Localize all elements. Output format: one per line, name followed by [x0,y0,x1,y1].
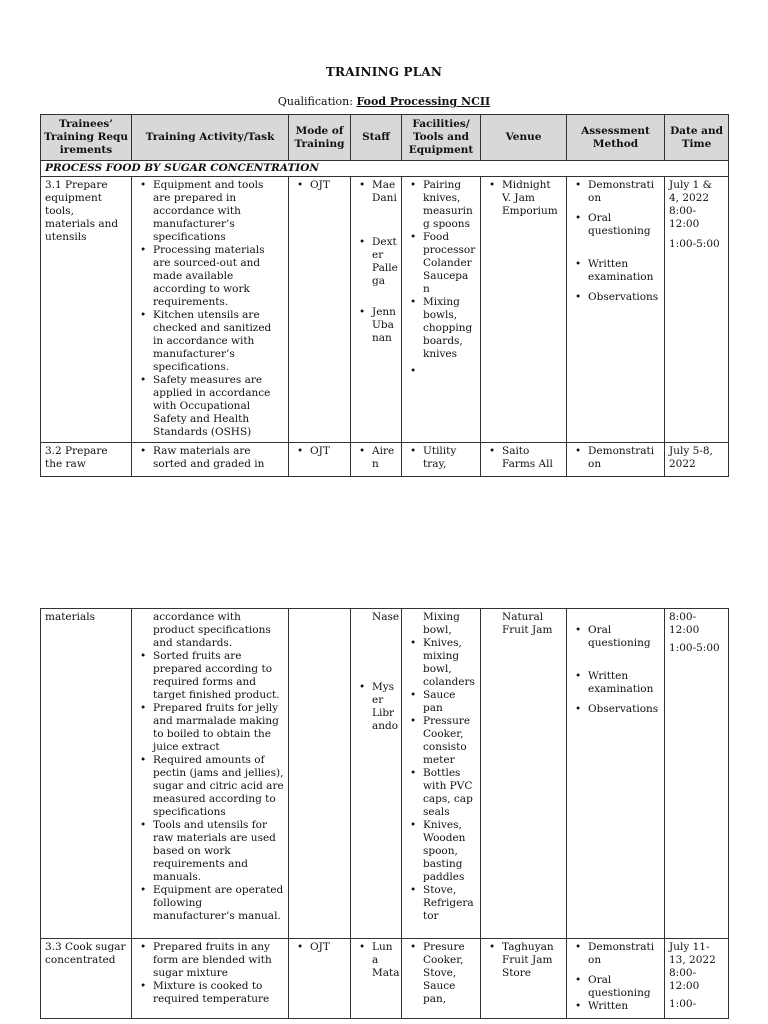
list-item: • Equipment and tools are prepared in accordance with manufacturer’s specifications [136,179,284,244]
assessment-cell [567,939,665,1019]
section-row [41,161,729,177]
list-item: • Processing materials are sourced-out and made available according to work requirements. [136,244,284,309]
list-item: • Sauce pan [406,689,476,715]
task-cell [132,609,289,939]
time-text: 8:00-12:00 [669,611,700,636]
list-item: • Taghuyan Fruit Jam Store [485,941,562,980]
date-cell [665,177,729,443]
staff-cell [351,177,402,443]
list-item: • Demonstrati on [571,941,660,967]
staff-cell [351,939,402,1019]
list-item: • Observations [571,291,660,304]
header-cell: Facilities/ Tools and Equipment [402,115,481,161]
qualification-value: Food Processing NCII [356,95,491,108]
list-item: • Demonstrati on [571,445,660,471]
list-item: • Kitchen utensils are checked and sanitized in accordance with manufacturer’s specifications. [136,309,284,374]
table-header-row [41,115,729,161]
venue-continued: Natural Fruit Jam [502,611,553,636]
assessment-cell [567,177,665,443]
mode-cell [289,939,351,1019]
staff-continued: Nase [372,611,400,623]
mode-cell [289,177,351,443]
facilities-cell [402,609,481,939]
qualification-label: Qualification: [277,95,353,108]
mode-cell [289,443,351,477]
training-plan-table [40,114,729,477]
date-cell [665,609,729,939]
list-item: • Oral questioning [571,624,660,650]
requirement-cell: 3.3 Cook sugar concentrated [41,939,132,1019]
list-item: • OJT [293,941,346,954]
list-item: • Saito Farms All [485,445,562,471]
time-text: 8:00-12:00 [669,205,700,230]
list-item: • Pairing knives, measurin g spoons [406,179,476,231]
assessment-cell [567,443,665,477]
date-text: July 11-13, 2022 [669,941,716,966]
staff-cell [351,609,402,939]
requirement-cell: 3.2 Prepare the raw [41,443,132,477]
time-text: 8:00-12:00 [669,967,700,992]
facilities-cell [402,443,481,477]
date-cell: July 5-8, 2022 [665,443,729,477]
list-item: • Required amounts of pectin (jams and jellies), sugar and citric acid are measured according to specifications [136,754,284,819]
time-text: 1:00-5:00 [669,642,720,654]
list-item: • Prepared fruits for jelly and marmalade making to boiled to obtain the juice extract [136,702,284,754]
list-item: • Prepared fruits in any form are blended with sugar mixture [136,941,284,980]
list-item: • Equipment are operated following manufacturer’s manual. [136,884,284,923]
task-cell [132,443,289,477]
venue-cell [481,443,567,477]
table-row [41,177,729,443]
task-continued: accordance with product specifications and standards. [153,611,271,649]
list-item: • Mixing bowls, chopping boards, knives [406,296,476,361]
list-item: • Tools and utensils for raw materials are used based on work requirements and manuals. [136,819,284,884]
list-item: • Utility tray, [406,445,476,471]
task-cell [132,939,289,1019]
list-item: • Midnight V. Jam Emporium [485,179,562,218]
date-text: July 1 & 4, 2022 [669,179,712,204]
qualification-line [0,95,768,108]
time-text: 1:00- [669,998,697,1010]
time-text: 1:00-5:00 [669,238,720,250]
header-cell: Trainees’ Training Requ irements [41,115,132,161]
list-item: • Raw materials are sorted and graded in [136,445,284,471]
list-item: • Sorted fruits are prepared according to required forms and target finished product. [136,650,284,702]
list-item: • Lun a Mata [355,941,394,980]
header-cell: Assessment Method [567,115,665,161]
list-item: • OJT [293,445,346,458]
header-cell: Staff [351,115,402,161]
list-item: • Dext er Palle ga [355,236,394,288]
assessment-cell [567,609,665,939]
requirement-cell: materials [41,609,132,939]
list-item: • Written examination [571,258,660,284]
venue-cell [481,177,567,443]
training-plan-table-continued [40,608,729,1019]
list-item: • Safety measures are applied in accordance with Occupational Safety and Health Standards (OSHS) [136,374,284,439]
facilities-cell [402,939,481,1019]
list-item [406,365,476,378]
requirement-cell: 3.1 Prepare equipment tools, materials and utensils [41,177,132,443]
header-cell: Training Activity/Task [132,115,289,161]
facilities-cell [402,177,481,443]
date-cell [665,939,729,1019]
mode-cell [289,609,351,939]
venue-cell [481,939,567,1019]
list-item: • Mixture is cooked to required temperature [136,980,284,1006]
staff-cell [351,443,402,477]
list-item: • Observations [571,703,660,716]
list-item: • Oral questioning [571,974,660,1000]
list-item: • Pressure Cooker, consisto meter [406,715,476,767]
header-cell: Venue [481,115,567,161]
list-item: • Food processor Colander Saucepa n [406,231,476,296]
facility-continued: Mixing bowl, [423,611,460,636]
list-item: • Bottles with PVC caps, cap seals [406,767,476,819]
header-cell: Mode of Training [289,115,351,161]
list-item: • Written examination [571,670,660,696]
table-row [41,609,729,939]
header-cell: Date and Time [665,115,729,161]
list-item: • Presure Cooker, Stove, Sauce pan, [406,941,476,1006]
list-item: • Jenn Uba nan [355,306,394,345]
list-item: • Oral questioning [571,212,660,238]
list-item: • Stove, Refrigera tor [406,884,476,923]
list-item: • Knives, Wooden spoon, basting paddles [406,819,476,884]
list-item: • Aire n [355,445,394,471]
list-item: • Mys er Libr ando [355,681,394,733]
list-item: • Knives, mixing bowl, colanders [406,637,476,689]
task-cell [132,177,289,443]
list-item: • Mae Dani [355,179,394,205]
table-row [41,939,729,1019]
table-row [41,443,729,477]
venue-cell [481,609,567,939]
section-title: PROCESS FOOD BY SUGAR CONCENTRATION [41,161,729,177]
list-item: • Written [571,1000,660,1013]
list-item: • Demonstrati on [571,179,660,205]
list-item: • OJT [293,179,346,192]
page-title: TRAINING PLAN [325,65,443,79]
